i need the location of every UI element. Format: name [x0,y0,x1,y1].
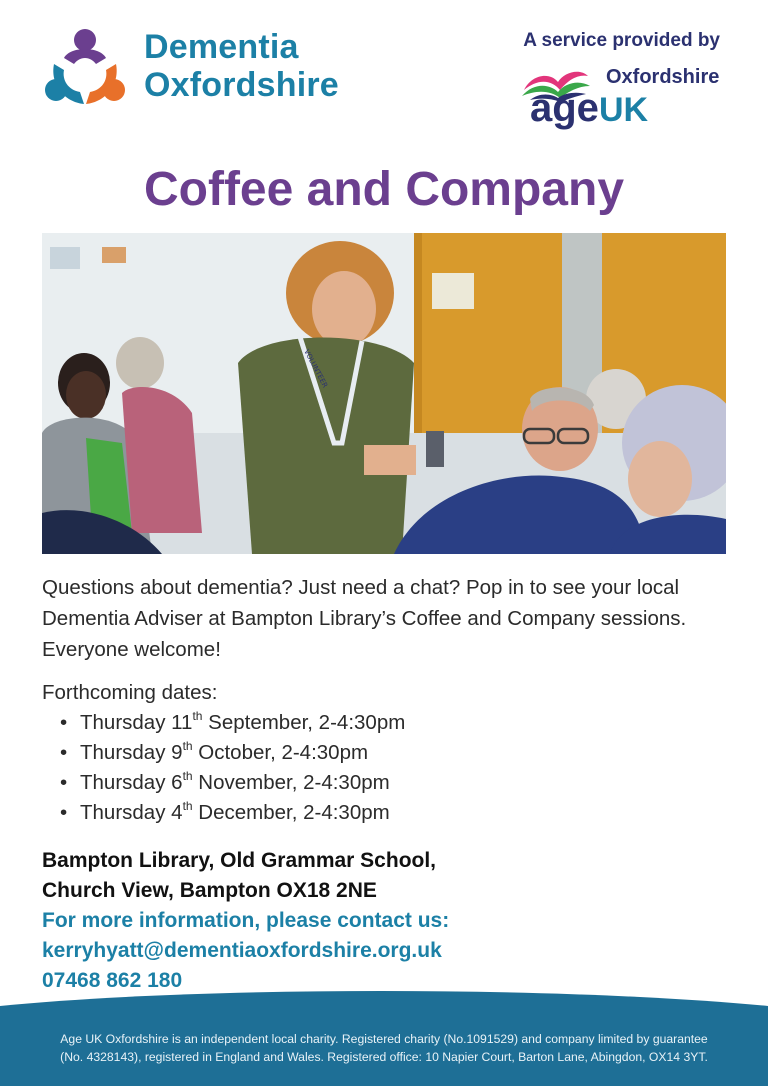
address-line-2: Church View, Bampton OX18 2NE [42,879,377,902]
date-ordinal: th [182,739,193,753]
date-detail: September, 2-4:30pm [202,711,406,734]
venue-address [42,846,436,906]
page-title: Coffee and Company [143,163,625,216]
date-item [58,738,405,768]
footer-line-2: (No. 4328143), registered in England and Wales. Registered office: 10 Napier Court, Barton Lane, Abingdon, OX14 3YT. [60,1050,708,1064]
date-detail: November, 2-4:30pm [192,771,390,794]
date-ordinal: th [182,799,193,813]
date-item [58,768,405,798]
contact-phone-link[interactable]: 07468 862 180 [42,969,183,992]
date-text: Thursday 4 [80,801,183,824]
intro-paragraph: Questions about dementia? Just need a chat? Pop in to see your local Dementia Adviser at Bampton Library’s Coffee and Company sessions. Everyone welcome! [42,576,687,661]
date-text: Thursday 6 [80,771,183,794]
date-ordinal: th [192,709,203,723]
service-provided-by-label: A service provided by [523,30,720,51]
bullet-icon: • [60,711,68,734]
footer-legal-text [0,1030,768,1066]
bullet-icon: • [60,801,68,824]
date-ordinal: th [182,769,193,783]
address-line-1: Bampton Library, Old Grammar School, [42,849,437,872]
contact-heading: For more information, please contact us: [42,909,450,932]
contact-email-link[interactable]: kerryhyatt@dementiaoxfordshire.org.uk [42,939,442,962]
lanyard-text: VOLUNTEER [302,348,330,390]
date-text: Thursday 11 [80,711,193,734]
age-uk-uk-text: UK [598,91,649,129]
age-uk-region-label: Oxfordshire [606,66,720,88]
bullet-icon: • [60,741,68,764]
date-detail: October, 2-4:30pm [192,741,369,764]
dates-heading: Forthcoming dates: [42,681,218,704]
dementia-oxfordshire-logo-icon [40,24,130,114]
age-uk-age-text: age [530,86,599,130]
date-text: Thursday 9 [80,741,183,764]
logo-line-1: Dementia [144,28,299,66]
age-uk-wordmark [530,86,648,132]
bullet-icon: • [60,771,68,794]
coffee-group-photo [42,233,726,554]
date-detail: December, 2-4:30pm [192,801,390,824]
dates-list [58,708,405,828]
logo-line-2: Oxfordshire [144,66,339,104]
contact-block [42,906,449,996]
date-item [58,798,405,828]
dementia-oxfordshire-wordmark [144,28,339,104]
date-item [58,708,405,738]
footer-line-1: Age UK Oxfordshire is an independent local charity. Registered charity (No.1091529) and company limited by guarantee [60,1032,708,1046]
